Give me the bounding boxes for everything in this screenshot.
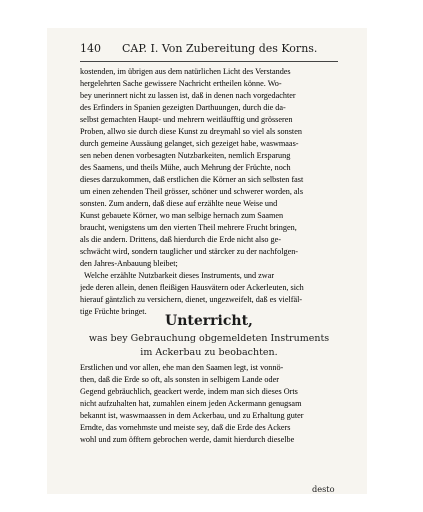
text-line: schwächt wird, sondern tauglicher und stärcker zu der nachfolgen-	[80, 247, 299, 256]
section-heading: Unterricht,	[165, 313, 253, 329]
text-line: sen neben denen vorbesagten Nutzbarkeiten, nemlich Ersparung	[80, 151, 291, 160]
text-line: wohl und zum öfftern gebrochen werde, damit hierdurch dieselbe	[80, 435, 295, 444]
text-line: durch gemeine Aussäung gelanget, sich gezeiget habe, waswmaas-	[80, 139, 299, 148]
header-rule	[80, 61, 338, 62]
text-line: braucht, wenigstens um den vierten Theil mehrere Frucht bringen,	[80, 223, 297, 232]
text-line: um einen zehenden Theil grösser, schöner und schwerer worden, als	[80, 187, 304, 196]
text-line: hierauf gäntzlich zu versichern, dienet, ungezweifelt, daß es vielfäl-	[80, 295, 303, 304]
text-line: des Saamens, und theils Mühe, auch Mehrung der Früchte, noch	[80, 163, 291, 172]
text-line: jede deren allein, denen fleißigen Hausvätern oder Ackerleuten, sich	[80, 283, 304, 292]
text-line: Erndte, das vornehmste und meiste sey, daß die Erde des Ackers	[80, 423, 291, 432]
text-line: bekannt ist, waswmaassen in dem Ackerbau, und zu Erhaltung guter	[80, 411, 304, 420]
text-line: selbst gemachten Haupt- und mehrern weitläufftig und grösseren	[80, 115, 293, 124]
text-line: nicht aufzuhalten hat, zumahlen einem jeden Ackermann genugsam	[80, 399, 302, 408]
text-line: als die andern. Drittens, daß hierdurch die Erde nicht also ge-	[80, 235, 281, 244]
text-line: then, daß die Erde so oft, als sonsten in selbigem Lande oder	[80, 375, 279, 384]
text-line: hergelehrten Sache gewissere Nachricht ertheilen könne. Wo-	[80, 79, 282, 88]
text-line: bey unerinnert nicht zu lassen ist, daß in denen nach vorgedachter	[80, 91, 296, 100]
text-line: des Erfinders in Spanien gezeigten Darthuungen, durch die da-	[80, 103, 286, 112]
text-line: Erstlichen und vor allen, ehe man den Saamen legt, ist vonnö-	[80, 363, 284, 372]
text-line: Welche erzählte Nutzbarkeit dieses Instruments, und zwar	[84, 271, 275, 280]
text-line: sonsten. Zum andern, daß diese auf erzählte neue Weise und	[80, 199, 278, 208]
text-line: Proben, allwo sie durch diese Kunst zu dreymahl so viel als sonsten	[80, 127, 302, 136]
text-line: den Jahres-Anbauung bleibet;	[80, 259, 178, 268]
page-number: 140	[80, 42, 101, 55]
running-head: CAP. I. Von Zubereitung des Korns.	[122, 42, 318, 55]
text-line: Kunst gebauete Körner, wo man selbige hernach zum Saamen	[80, 211, 284, 220]
text-line: Gegend gebräuchlich, geackert werde, indem man sich dieses Orts	[80, 387, 298, 396]
page-header	[80, 42, 338, 58]
catchword: desto	[312, 484, 335, 494]
section-subtitle-line-1: was bey Gebrauchung obgemeldeten Instruments	[88, 333, 330, 344]
text-line: kostenden, im übrigen aus dem natürlichen Licht des Verstandes	[80, 67, 291, 76]
section-subtitle-line-2: im Ackerbau zu beobachten.	[140, 347, 278, 358]
text-line: tige Früchte bringet.	[80, 307, 147, 316]
text-line: dieses darzukommen, daß erstlichen die Körner an sich selbsten fast	[80, 175, 304, 184]
